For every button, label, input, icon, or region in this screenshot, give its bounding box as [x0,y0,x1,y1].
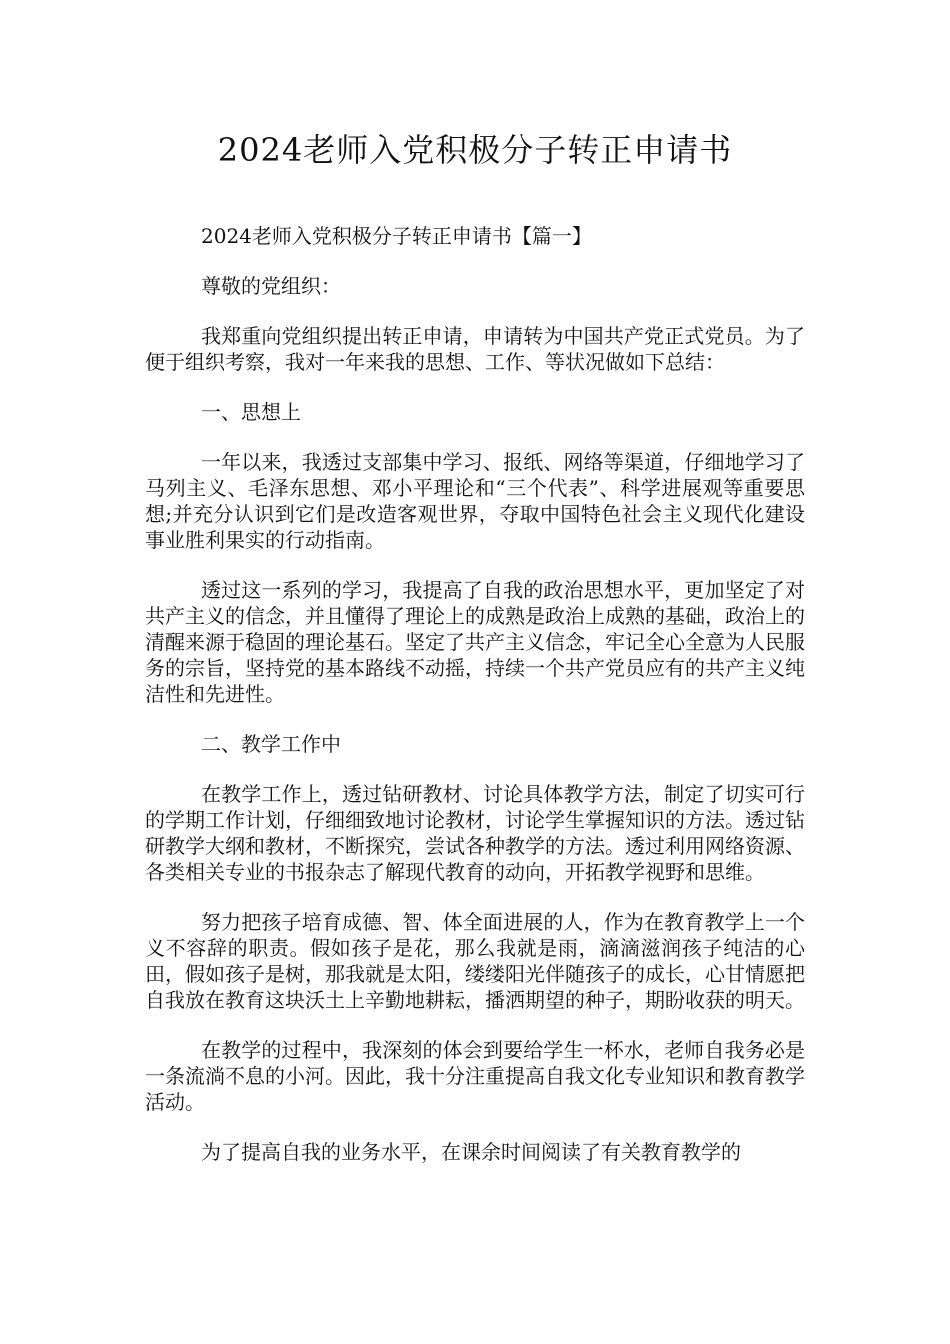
intro-paragraph: 我郑重向党组织提出转正申请，申请转为中国共产党正式党员。为了便于组织考察，我对一年来我的思想、工作、等状况做如下总结： [145,324,805,374]
body-paragraph: 努力把孩子培育成德、智、体全面进展的人，作为在教育教学上一个义不容辞的职责。假如孩子是花，那么我就是雨，滴滴滋润孩子纯洁的心田，假如孩子是树，那我就是太阳，缕缕阳光伴随孩子的成长，心甘情愿把自我放在教育这块沃土上辛勤地耕耘，播洒期望的种子，期盼收获的明天。 [145,910,805,1012]
body-paragraph: 在教学的过程中，我深刻的体会到要给学生一杯水，老师自我务必是一条流淌不息的小河。因此，我十分注重提高自我文化专业知识和教育教学活动。 [145,1038,805,1114]
salutation-paragraph: 尊敬的党组织： [201,274,341,298]
body-paragraph: 一年以来，我透过支部集中学习、报纸、网络等渠道，仔细地学习了马列主义、毛泽东思想、邓小平理论和“三个代表”、科学进展观等重要思想;并充分认识到它们是改造客观世界，夺取中国特色社会主义现代化建设事业胜利果实的行动指南。 [145,450,805,552]
document-title: 2024老师入党积极分子转正申请书 [217,131,733,169]
section-heading-teaching: 二、教学工作中 [201,732,341,756]
subtitle-paragraph: 2024老师入党积极分子转正申请书【篇一】 [201,224,592,248]
body-paragraph: 为了提高自我的业务水平，在课余时间阅读了有关教育教学的 [201,1140,741,1164]
body-paragraph: 在教学工作上，透过钻研教材、讨论具体教学方法，制定了切实可行的学期工作计划，仔细细致地讨论教材，讨论学生掌握知识的方法。透过钻研教学大纲和教材，不断探究，尝试各种教学的方法。透过利用网络资源、各类相关专业的书报杂志了解现代教育的动向，开拓教学视野和思维。 [145,782,805,884]
document-body [145,223,805,1189]
body-paragraph: 透过这一系列的学习，我提高了自我的政治思想水平，更加坚定了对共产主义的信念，并且懂得了理论上的成熟是政治上成熟的基础，政治上的清醒来源于稳固的理论基石。坚定了共产主义信念，牢记全心全意为人民服务的宗旨，坚持党的基本路线不动摇，持续一个共产党员应有的共产主义纯洁性和先进性。 [145,578,805,706]
section-heading-thought: 一、思想上 [201,400,301,424]
